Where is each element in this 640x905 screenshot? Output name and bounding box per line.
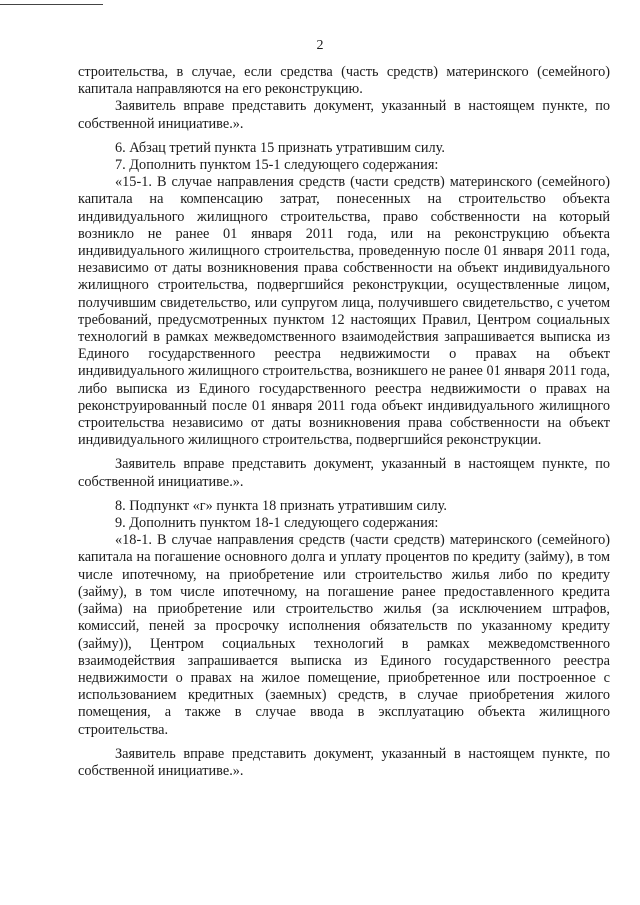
document-body bbox=[78, 64, 610, 780]
paragraph-item-8: 8. Подпункт «г» пункта 18 признать утратившим силу. bbox=[115, 497, 447, 514]
paragraph-item-7: 7. Дополнить пунктом 15-1 следующего содержания: bbox=[115, 157, 439, 174]
paragraph-clause-15-1: «15-1. В случае направления средств (части средств) материнского (семейного) капитала на компенсацию затрат, понесенных на строительство объекта индивидуального жилищного строительства, право собственности на который возникло не ранее 01 января 2011 года, или на реконструкцию объекта индивидуального жилищного строительства, проведенную после 01 января 2011 года, независимо от даты возникновения права собственности на объект индивидуального жилищного строительства, подвергшийся реконструкции, осуществленные лицом, получившим свидетельство, или супругом лица, получившего свидетельство, с учетом требований, предусмотренных пунктом 12 настоящих Правил, Центром социальных технологий в рамках межведомственного взаимодействия запрашивается выписка из Единого государственного реестра недвижимости о правах на объект индивидуального жилищного строительства, возникшего не ранее 01 января 2011 года, либо выписка из Единого государственного реестра недвижимости о правах на реконструированный после 01 января 2011 года объект индивидуального жилищного строительства независимо от даты возникновения права собственности на объект индивидуального жилищного строительства, подвергшийся реконструкции. bbox=[78, 174, 610, 449]
paragraph-item-9: 9. Дополнить пунктом 18-1 следующего содержания: bbox=[115, 515, 439, 532]
paragraph-clause-18-1: «18-1. В случае направления средств (части средств) материнского (семейного) капитала на погашение основного долга и уплату процентов по кредиту (займу), в том числе ипотечному, на приобретение или строительство жилья либо по кредиту (займу), в том числе ипотечному, на погашение ранее предоставленного кредита (займа) на приобретение или строительство жилья (за исключением штрафов, комиссий, пеней за просрочку исполнения обязательств по указанному кредиту (займу)), Центром социальных технологий в рамках межведомственного взаимодействия запрашивается выписка из Единого государственного реестра недвижимости о правах на жилое помещение, приобретенное или построенное с использованием кредитных (заемных) средств, в случае приобретения жилого помещения, а также в случае ввода в эксплуатацию объекта жилищного строительства. bbox=[78, 532, 610, 738]
paragraph-continuation: строительства, в случае, если средства (часть средств) материнского (семейного) капитала направляются на его реконструкцию. bbox=[78, 64, 610, 98]
paragraph-item-6: 6. Абзац третий пункта 15 признать утратившим силу. bbox=[115, 139, 445, 156]
page-number: 2 bbox=[316, 38, 324, 53]
corner-rule bbox=[0, 4, 103, 5]
paragraph-applicant-note: Заявитель вправе представить документ, указанный в настоящем пункте, по собственной инициативе.». bbox=[78, 745, 610, 779]
paragraph-applicant-note: Заявитель вправе представить документ, указанный в настоящем пункте, по собственной инициативе.». bbox=[78, 456, 610, 490]
paragraph-applicant-note: Заявитель вправе представить документ, указанный в настоящем пункте, по собственной инициативе.». bbox=[78, 98, 610, 132]
